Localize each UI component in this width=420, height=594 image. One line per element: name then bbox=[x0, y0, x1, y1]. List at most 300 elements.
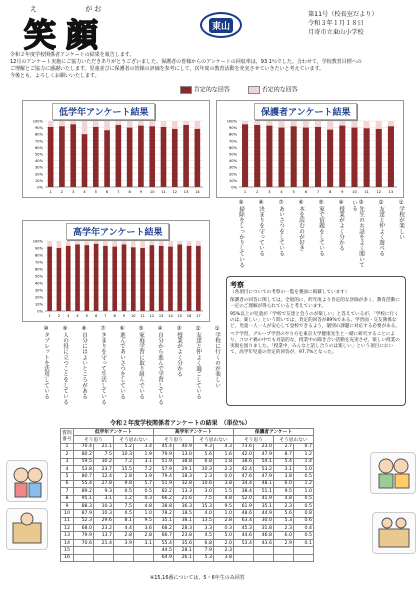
table-cell: 30.2 bbox=[94, 458, 114, 465]
table-cell: 4.8 bbox=[134, 502, 154, 509]
ruby-e: え bbox=[30, 5, 39, 13]
x-tick-label: 13 bbox=[388, 190, 394, 194]
table-cell: 0.8 bbox=[294, 510, 314, 517]
box-illustration-left bbox=[6, 508, 48, 550]
table-cell: 1.9 bbox=[134, 451, 154, 458]
bar-negative bbox=[75, 241, 80, 245]
table-row bbox=[61, 547, 314, 554]
x-tick-label: 10 bbox=[131, 314, 136, 318]
bar-negative bbox=[85, 241, 90, 245]
children-illustration-left bbox=[6, 460, 48, 502]
table-cell: 63.4 bbox=[234, 517, 254, 524]
y-tick-label: 10% bbox=[35, 178, 43, 183]
x-tick-label: 1 bbox=[48, 314, 51, 318]
table-cell: 0.5 bbox=[294, 495, 314, 502]
table-cell: 80.7 bbox=[74, 473, 94, 480]
x-tick-label: 3 bbox=[67, 314, 70, 318]
table-cell: 3.9 bbox=[114, 539, 134, 546]
x-tick-label: 10 bbox=[352, 190, 357, 194]
table-cell: 35.6 bbox=[174, 539, 194, 546]
question-lower-item: ③先生のお話をよく聞いている bbox=[351, 200, 364, 268]
intro-line-1: 令和２年度学校関係者アンケートの結果を報告します。 bbox=[10, 52, 135, 58]
table-cell: 54.1 bbox=[254, 458, 274, 465]
bar-negative bbox=[57, 241, 62, 248]
table-cell: 13 bbox=[61, 532, 74, 539]
table-cell: 28.1 bbox=[174, 547, 194, 554]
table-cell: 47.6 bbox=[234, 473, 254, 480]
table-cell: 35.1 bbox=[154, 517, 174, 524]
table-cell: 79.9 bbox=[154, 451, 174, 458]
bar-positive bbox=[254, 125, 260, 187]
table-subheader: そう思わない bbox=[194, 436, 234, 443]
y-tick-label: 90% bbox=[35, 246, 43, 251]
bar-negative bbox=[376, 121, 382, 129]
table-row bbox=[61, 465, 314, 472]
bar-negative bbox=[279, 121, 285, 128]
table-cell bbox=[134, 554, 154, 561]
table-cell: 23.2 bbox=[94, 525, 114, 532]
table-cell: 11 bbox=[61, 517, 74, 524]
table-cell: 6.8 bbox=[194, 458, 214, 465]
x-tick-label: 7 bbox=[104, 314, 107, 318]
y-tick-label: 90% bbox=[229, 126, 237, 131]
table-cell: 5.3 bbox=[274, 517, 294, 524]
y-tick-label: 0% bbox=[231, 185, 237, 190]
table-cell: 21.1 bbox=[94, 443, 114, 450]
table-cell: 64.9 bbox=[154, 554, 174, 561]
bar-positive bbox=[70, 124, 76, 187]
table-cell: 0.5 bbox=[294, 473, 314, 480]
table-cell: 44.5 bbox=[154, 547, 174, 554]
table-cell: 7.2 bbox=[134, 465, 154, 472]
bar-positive bbox=[242, 124, 248, 187]
school-logo bbox=[200, 12, 242, 38]
x-tick-label: 4 bbox=[280, 190, 283, 194]
y-tick-label: 90% bbox=[35, 126, 43, 131]
table-cell: 4.5 bbox=[194, 532, 214, 539]
bar-positive bbox=[131, 247, 136, 311]
table-row bbox=[61, 480, 314, 487]
table-cell: 9.3 bbox=[194, 443, 214, 450]
bar-positive bbox=[339, 126, 345, 187]
table-cell: 2.3 bbox=[274, 502, 294, 509]
x-tick-label: 10 bbox=[149, 190, 155, 194]
bar-negative bbox=[327, 121, 333, 130]
table-cell: 48.6 bbox=[234, 510, 254, 517]
table-cell: 2.0 bbox=[214, 539, 234, 546]
table-cell: 6.0 bbox=[274, 532, 294, 539]
bar-negative bbox=[364, 121, 370, 128]
table-cell bbox=[274, 547, 294, 554]
table-cell bbox=[234, 554, 254, 561]
x-tick-label: 6 bbox=[304, 190, 307, 194]
bar-negative bbox=[177, 241, 182, 245]
x-tick-label: 3 bbox=[268, 190, 271, 194]
bar-positive bbox=[376, 129, 382, 187]
x-tick-label: 14 bbox=[195, 190, 200, 194]
x-tick-label: 4 bbox=[83, 190, 86, 194]
table-cell: 13.0 bbox=[174, 451, 194, 458]
bar-positive bbox=[364, 128, 370, 187]
table-group-header: 保護者アンケート bbox=[234, 429, 314, 436]
table-cell: 4 bbox=[61, 465, 74, 472]
x-tick-label: 7 bbox=[316, 190, 320, 194]
table-cell: 3.3 bbox=[194, 525, 214, 532]
bar-positive bbox=[66, 246, 71, 311]
table-cell: 52.0 bbox=[234, 495, 254, 502]
table-cell bbox=[274, 554, 294, 561]
intro-line-4: 今後とも，よろしくお願いいたします。 bbox=[10, 73, 100, 79]
table-cell: 5.6 bbox=[274, 510, 294, 517]
bar-negative bbox=[94, 241, 99, 244]
table-cell: 23.8 bbox=[174, 532, 194, 539]
table-cell: 2.3 bbox=[194, 473, 214, 480]
bar-negative bbox=[59, 121, 65, 126]
y-tick-label: 0% bbox=[37, 185, 43, 190]
table-cell: 47.9 bbox=[254, 473, 274, 480]
bar-positive bbox=[57, 248, 62, 311]
y-tick-label: 70% bbox=[229, 139, 237, 144]
bar-negative bbox=[303, 121, 309, 128]
table-cell: 8.7 bbox=[274, 451, 294, 458]
bar-negative bbox=[47, 241, 52, 247]
table-cell: 0.5 bbox=[114, 488, 134, 495]
table-group-header: 高学年アンケート bbox=[154, 429, 234, 436]
bar-negative bbox=[66, 241, 71, 246]
table-cell: 51.9 bbox=[154, 480, 174, 487]
table-subheader: そう思わない bbox=[114, 436, 154, 443]
bar-negative bbox=[149, 121, 155, 126]
table-row bbox=[61, 517, 314, 524]
bar-negative bbox=[315, 121, 321, 127]
table-row bbox=[61, 502, 314, 509]
table-cell: 78.2 bbox=[154, 510, 174, 517]
table-cell: 0.7 bbox=[294, 443, 314, 450]
table-cell: 15 bbox=[61, 547, 74, 554]
table-cell: 7.9 bbox=[194, 547, 214, 554]
bar-positive bbox=[159, 246, 164, 311]
y-tick-label: 10% bbox=[35, 302, 43, 307]
table-cell: 31.8 bbox=[254, 525, 274, 532]
table-cell: 42.0 bbox=[234, 451, 254, 458]
table-row bbox=[61, 554, 314, 561]
table-cell: 6.8 bbox=[194, 539, 214, 546]
table-cell: 1.0 bbox=[214, 510, 234, 517]
table-cell: 51.1 bbox=[254, 488, 274, 495]
considerations-box bbox=[226, 276, 406, 406]
table-cell: 66.2 bbox=[154, 495, 174, 502]
x-tick-label: 13 bbox=[183, 190, 189, 194]
bar-negative bbox=[48, 121, 54, 127]
x-tick-label: 12 bbox=[172, 190, 178, 194]
table-row bbox=[61, 458, 314, 465]
bar-positive bbox=[327, 130, 333, 187]
bar-positive bbox=[122, 245, 127, 312]
logo-text: 東山 bbox=[209, 18, 233, 33]
x-tick-label: 12 bbox=[376, 190, 382, 194]
bar-positive bbox=[138, 126, 144, 187]
table-cell: 79.4 bbox=[154, 473, 174, 480]
bar-positive bbox=[266, 126, 272, 187]
bar-negative bbox=[351, 121, 357, 128]
bar-negative bbox=[159, 241, 164, 246]
chart-parent-title: 保護者アンケート結果 bbox=[254, 103, 357, 120]
y-tick-label: 60% bbox=[35, 145, 43, 150]
table-cell: 2.8 bbox=[214, 517, 234, 524]
table-cell: 1 bbox=[61, 443, 74, 450]
bar-negative bbox=[150, 241, 155, 245]
table-cell: 5.3 bbox=[194, 554, 214, 561]
table-cell: 80.2 bbox=[74, 451, 94, 458]
bar-positive bbox=[161, 127, 167, 187]
table-cell: 9.5 bbox=[214, 502, 234, 509]
considerations-heading: 考察 bbox=[230, 281, 244, 289]
x-tick-label: 16 bbox=[186, 314, 192, 318]
bar-positive bbox=[104, 130, 110, 187]
y-tick-label: 50% bbox=[35, 152, 43, 157]
question-lower-item: ④授業がよく分かる bbox=[338, 200, 344, 251]
table-cell: 3.8 bbox=[214, 480, 234, 487]
y-tick-label: 20% bbox=[35, 172, 43, 177]
x-tick-label: 11 bbox=[364, 190, 369, 194]
table-cell: 5.7 bbox=[134, 480, 154, 487]
bar-positive bbox=[59, 126, 65, 187]
legend-positive-swatch bbox=[180, 86, 192, 94]
table-cell: 2.3 bbox=[214, 547, 234, 554]
table-cell bbox=[254, 554, 274, 561]
bar-positive bbox=[85, 245, 90, 311]
table-cell: 9 bbox=[61, 502, 74, 509]
table-cell: 9.3 bbox=[94, 488, 114, 495]
table-cell: 38.4 bbox=[234, 488, 254, 495]
question-upper-item: ⑦きまりを守って生活している bbox=[100, 326, 106, 405]
table-row bbox=[61, 443, 314, 450]
table-cell: 1.0 bbox=[294, 465, 314, 472]
bar-negative bbox=[291, 121, 297, 126]
table-cell: 53.4 bbox=[234, 539, 254, 546]
bar-positive bbox=[351, 128, 357, 187]
y-tick-label: 20% bbox=[229, 172, 237, 177]
table-cell: 0.5 bbox=[294, 502, 314, 509]
y-tick-label: 30% bbox=[229, 165, 237, 170]
table-cell bbox=[74, 547, 94, 554]
table-cell: 48.1 bbox=[254, 480, 274, 487]
table-cell: 46.8 bbox=[254, 532, 274, 539]
ruby-gao: がお bbox=[85, 5, 104, 13]
table-cell: 38.6 bbox=[234, 458, 254, 465]
table-cell: 1.4 bbox=[294, 458, 314, 465]
bar-positive bbox=[315, 127, 321, 187]
question-upper-item: ⑤家庭学習に取り組んでいる bbox=[138, 326, 144, 400]
table-cell: 53.8 bbox=[74, 465, 94, 472]
table-row bbox=[61, 525, 314, 532]
table-cell: 2 bbox=[61, 451, 74, 458]
x-tick-label: 5 bbox=[292, 190, 295, 194]
table-subheader: そう思わない bbox=[274, 436, 314, 443]
table-cell: 73.6 bbox=[234, 443, 254, 450]
table-cell: 14 bbox=[61, 539, 74, 546]
table-cell: 21.4 bbox=[94, 539, 114, 546]
table-cell: 13.7 bbox=[94, 532, 114, 539]
question-lower-item: ⑥本を読むのが好き bbox=[298, 200, 304, 251]
table-cell: 2.3 bbox=[274, 525, 294, 532]
bar-negative bbox=[104, 121, 110, 130]
table-cell: 2.7 bbox=[274, 443, 294, 450]
x-tick-label: 1 bbox=[243, 190, 247, 194]
table-cell: 3.8 bbox=[214, 554, 234, 561]
table-cell: 4.8 bbox=[274, 495, 294, 502]
bar-negative bbox=[103, 241, 108, 246]
table-cell: 95.1 bbox=[74, 495, 94, 502]
bar-negative bbox=[187, 241, 192, 246]
table-cell: 3.8 bbox=[274, 473, 294, 480]
bar-positive bbox=[82, 134, 88, 187]
table-cell: 5 bbox=[61, 473, 74, 480]
question-lower-item: ①学校が楽しい bbox=[398, 200, 404, 240]
table-row bbox=[61, 495, 314, 502]
questions-lower-grade bbox=[224, 200, 404, 268]
y-tick-label: 80% bbox=[35, 253, 43, 258]
chart-lower-grade-title: 低学年アンケート結果 bbox=[52, 103, 155, 120]
bar-positive bbox=[48, 127, 54, 187]
table-cell: 55.4 bbox=[74, 480, 94, 487]
table-cell: 6.0 bbox=[274, 480, 294, 487]
y-tick-label: 50% bbox=[35, 274, 43, 279]
x-tick-label: 8 bbox=[329, 190, 332, 194]
table-cell: 16 bbox=[61, 554, 74, 561]
x-tick-label: 7 bbox=[117, 190, 120, 194]
issue-info bbox=[308, 10, 378, 37]
table-cell bbox=[94, 547, 114, 554]
table-cell: 82.2 bbox=[154, 488, 174, 495]
x-tick-label: 2 bbox=[256, 190, 259, 194]
table-cell: 23.0 bbox=[254, 443, 274, 450]
bar-positive bbox=[187, 246, 192, 311]
table-cell: 70.4 bbox=[74, 443, 94, 450]
y-tick-label: 10% bbox=[229, 178, 237, 183]
children-illustration-right bbox=[370, 452, 416, 494]
table-cell: 12.4 bbox=[94, 473, 114, 480]
table-cell: 7.2 bbox=[114, 458, 134, 465]
question-lower-item: ⑤家で宿題をしている bbox=[318, 200, 324, 257]
table-cell: 40.9 bbox=[174, 443, 194, 450]
bar-negative bbox=[112, 241, 117, 247]
chart-legend bbox=[180, 86, 298, 95]
bar-positive bbox=[388, 126, 394, 187]
issue-date: 令和３年１月１８日 bbox=[308, 20, 364, 27]
x-tick-label: 12 bbox=[149, 314, 155, 318]
bar-negative bbox=[168, 241, 173, 247]
question-lower-item: ②友達と仲よく遊べる bbox=[378, 200, 384, 257]
table-cell: 3.4 bbox=[134, 443, 154, 450]
table-cell: 1.2 bbox=[114, 495, 134, 502]
table-cell: 3.1 bbox=[274, 465, 294, 472]
table-cell: 23.7 bbox=[94, 465, 114, 472]
table-cell: 10.3 bbox=[114, 451, 134, 458]
table-cell: 42.4 bbox=[234, 465, 254, 472]
considerations-p3: ペア学習，グループ学習のやり方を東京大学健康先生と一緒に研究することにより，コロナ禍の中でも対話的な，授業中の聞き合い活動を充実させ，楽しい授業の実現を図りました。「授業中，みんなと話し合うのは楽しい」という項目において，高学年児童の肯定的回答が，97.7%となった。 bbox=[230, 332, 400, 355]
table-cell bbox=[134, 547, 154, 554]
bar-negative bbox=[116, 121, 122, 125]
table-cell: 0.6 bbox=[294, 517, 314, 524]
x-tick-label: 5 bbox=[94, 190, 97, 194]
x-tick-label: 17 bbox=[196, 314, 201, 318]
table-cell: 3.0 bbox=[194, 488, 214, 495]
table-cell: 0.4 bbox=[294, 525, 314, 532]
table-cell: 38.8 bbox=[174, 458, 194, 465]
y-tick-label: 30% bbox=[35, 288, 43, 293]
bar-negative bbox=[82, 121, 88, 134]
table-cell: 30.0 bbox=[254, 517, 274, 524]
box-illustration-right bbox=[372, 512, 416, 554]
bar-positive bbox=[303, 128, 309, 187]
table-cell: 68.2 bbox=[154, 525, 174, 532]
table-cell: 3.1 bbox=[134, 458, 154, 465]
bar-negative bbox=[195, 121, 201, 129]
table-subheader: そう思う bbox=[74, 436, 114, 443]
x-tick-label: 9 bbox=[122, 314, 126, 318]
bar-negative bbox=[339, 121, 345, 126]
bar-positive bbox=[172, 129, 178, 187]
x-tick-label: 4 bbox=[76, 314, 79, 318]
considerations-p2: 95%以上の児童が「学校で友達と会うのが楽しい」と答えているが，「学校に行くのは，楽しい」という問いでは，肯定的回答が89%である。学習面・交友関係など，児童一人一人が安心して登校できるよう，個別の課題に対応する必要がある。 bbox=[230, 312, 400, 329]
question-upper-item: ⑩タブレットを活用している bbox=[43, 326, 49, 400]
table-cell: 3 bbox=[61, 458, 74, 465]
table-cell: 38.1 bbox=[174, 517, 194, 524]
x-tick-label: 11 bbox=[140, 314, 145, 318]
table-cell: 87.9 bbox=[74, 510, 94, 517]
table-cell: 9.5 bbox=[134, 517, 154, 524]
legend-positive-label: 肯定的な回答 bbox=[193, 86, 230, 94]
bar-positive bbox=[177, 245, 182, 312]
table-cell: 10.3 bbox=[94, 502, 114, 509]
table-cell: 8 bbox=[61, 495, 74, 502]
bar-positive bbox=[116, 125, 122, 187]
table-cell bbox=[94, 554, 114, 561]
table-row bbox=[61, 488, 314, 495]
x-tick-label: 3 bbox=[72, 190, 75, 194]
bar-positive bbox=[112, 247, 117, 311]
table-group-header: 低学年アンケート bbox=[74, 429, 154, 436]
bar-positive bbox=[93, 127, 99, 187]
table-cell: 7.5 bbox=[94, 451, 114, 458]
x-tick-label: 9 bbox=[341, 190, 344, 194]
x-tick-label: 5 bbox=[85, 314, 88, 318]
table-cell: 59.5 bbox=[74, 458, 94, 465]
y-tick-label: 70% bbox=[35, 260, 43, 265]
bar-positive bbox=[168, 247, 173, 311]
y-tick-label: 70% bbox=[35, 139, 43, 144]
bar-positive bbox=[150, 245, 155, 311]
table-cell bbox=[294, 554, 314, 561]
table-cell: 8.1 bbox=[114, 517, 134, 524]
table-row bbox=[61, 473, 314, 480]
question-upper-item: ⑥進んであいさつをしている bbox=[119, 326, 125, 400]
x-tick-label: 6 bbox=[94, 314, 98, 318]
table-cell: 2.9 bbox=[274, 539, 294, 546]
y-tick-label: 50% bbox=[229, 152, 237, 157]
table-cell bbox=[294, 547, 314, 554]
table-cell: 55.4 bbox=[154, 539, 174, 546]
x-tick-label: 8 bbox=[128, 190, 131, 194]
table-cell: 51.9 bbox=[154, 458, 174, 465]
table-cell: 4.4 bbox=[114, 525, 134, 532]
table-cell: 45.4 bbox=[154, 443, 174, 450]
table-cell: 47.9 bbox=[254, 451, 274, 458]
bar-negative bbox=[388, 121, 394, 126]
bar-negative bbox=[242, 121, 248, 124]
question-upper-item: ⑧自分にはよいところがある bbox=[81, 326, 87, 400]
